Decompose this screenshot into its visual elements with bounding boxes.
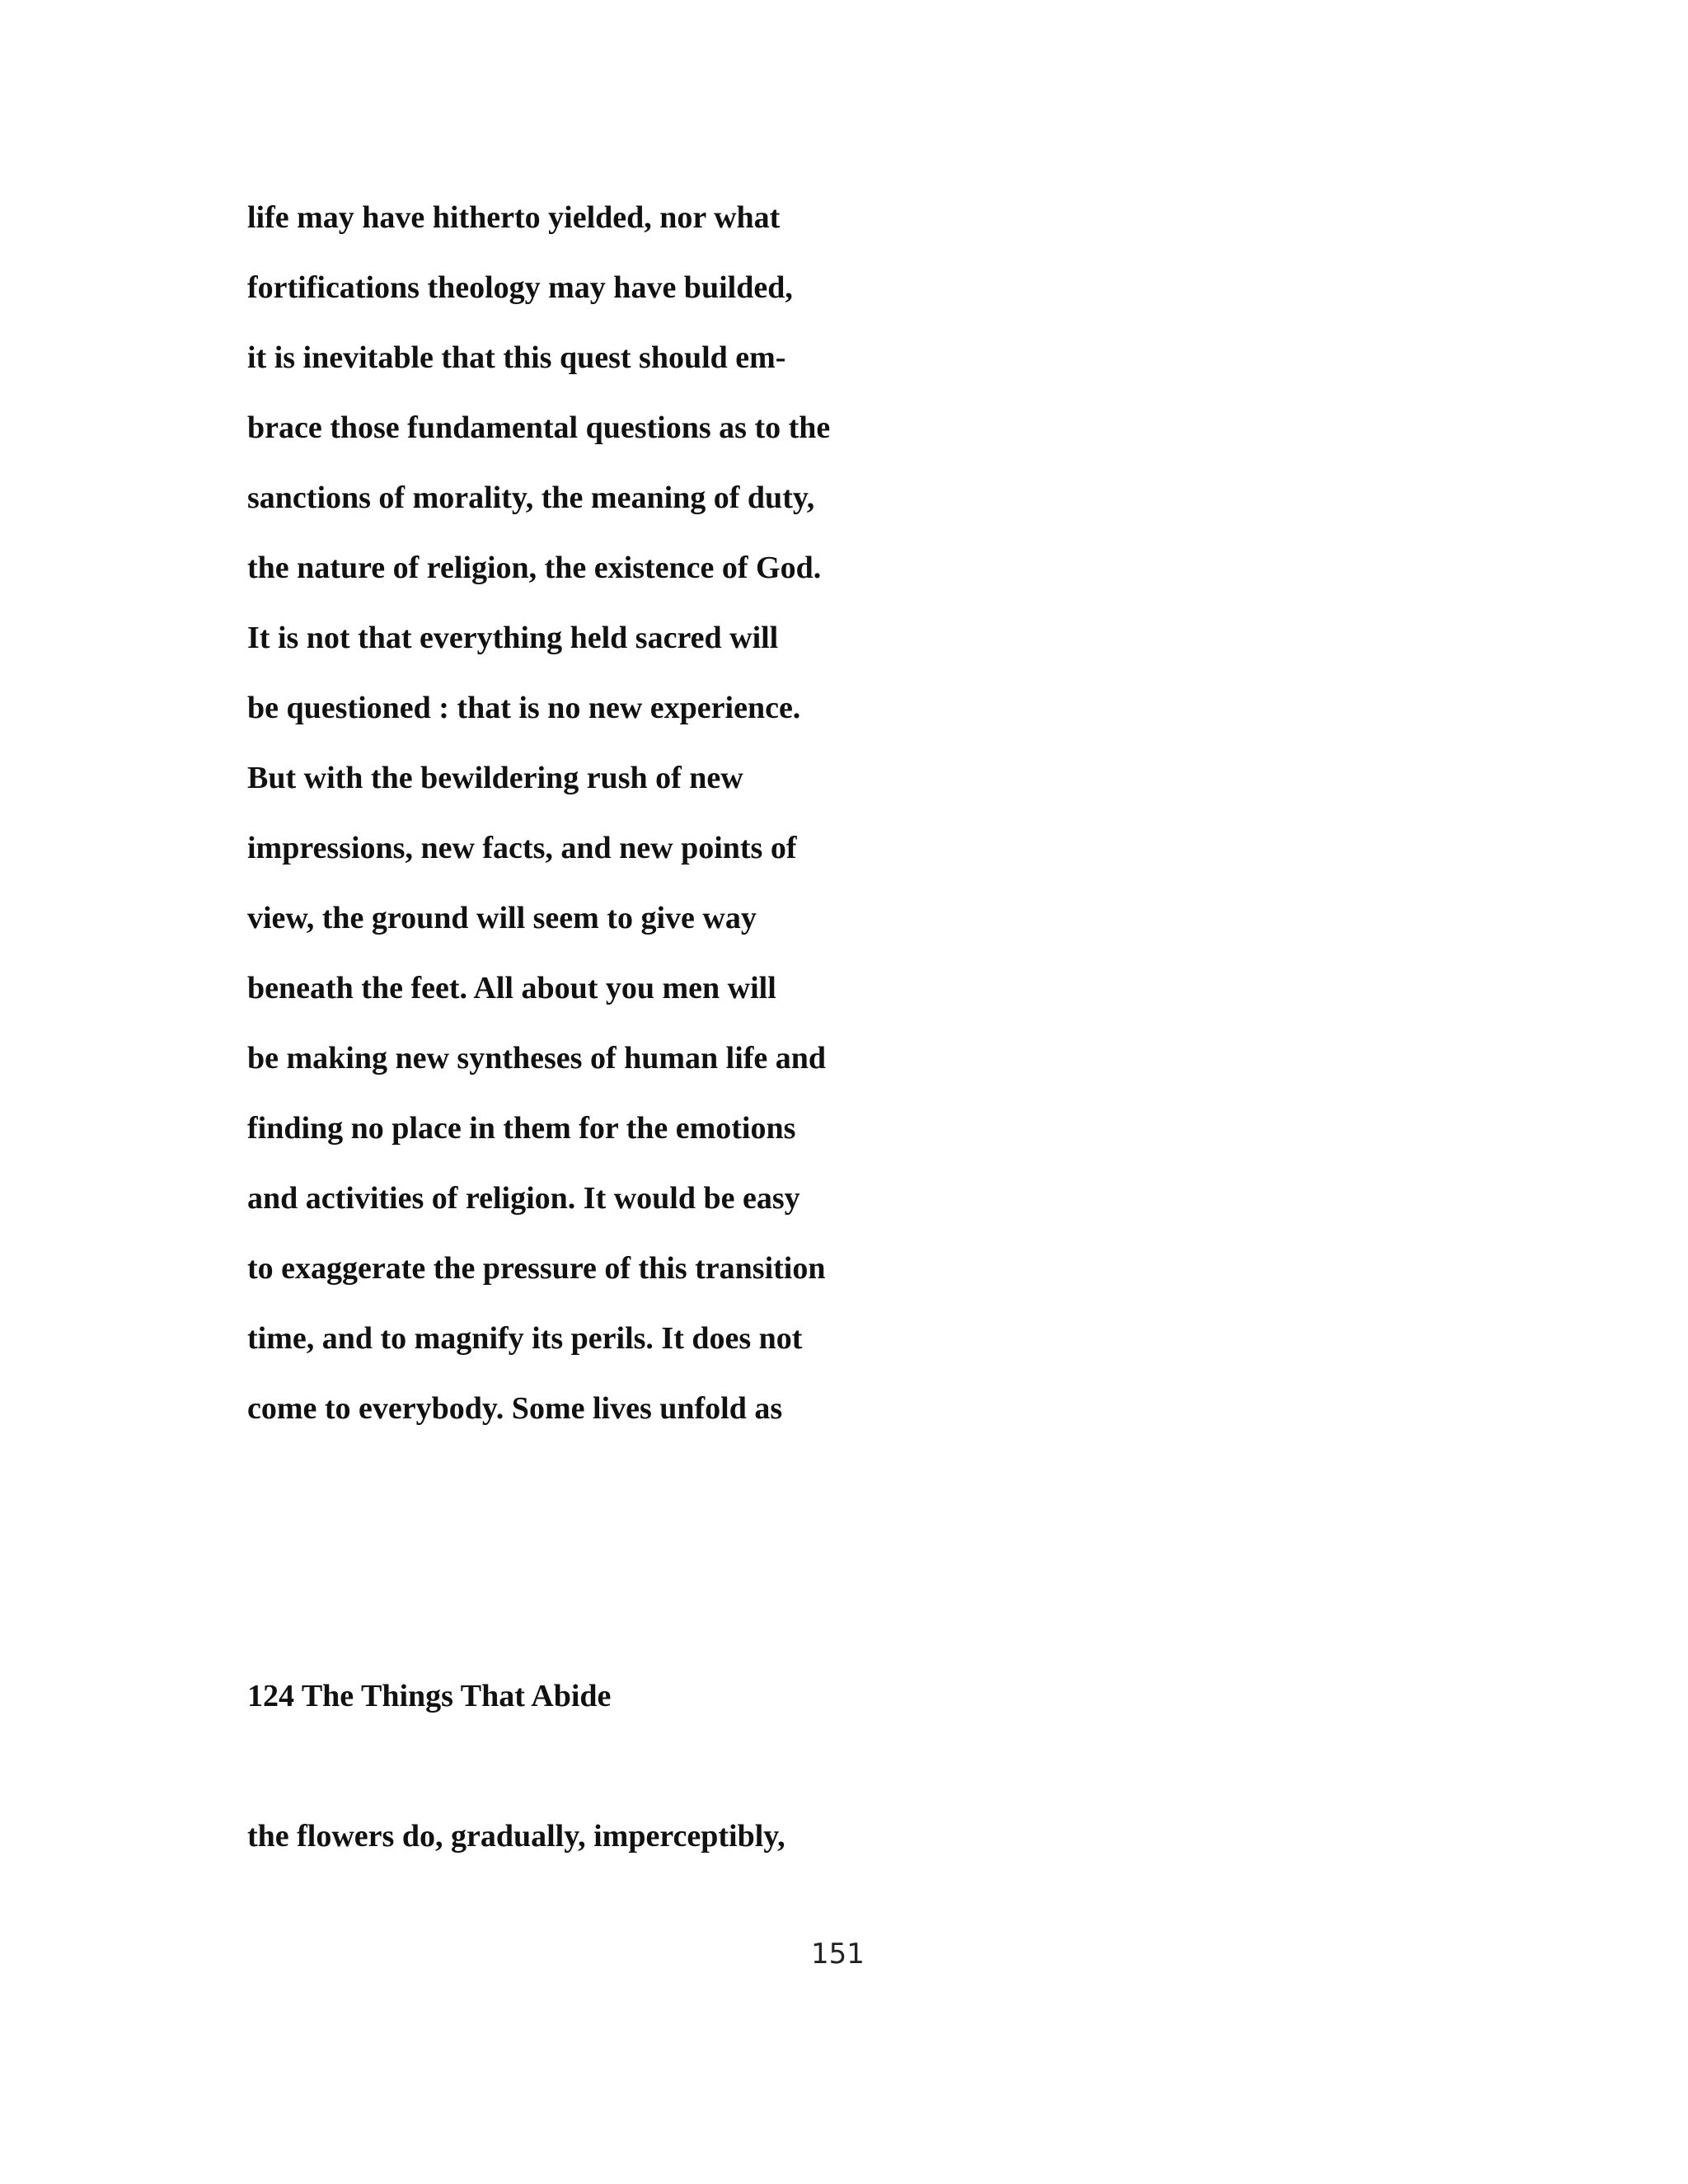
text-line: the nature of religion, the existence of God.	[247, 551, 822, 585]
text-line: view, the ground will seem to give way	[247, 901, 757, 935]
text-line: it is inevitable that this quest should em-	[247, 340, 786, 375]
text-line: come to everybody. Some lives unfold as	[247, 1391, 783, 1426]
text-line: But with the bewildering rush of new	[247, 761, 743, 795]
text-line: and activities of religion. It would be easy	[247, 1181, 800, 1216]
continuation-line: the flowers do, gradually, imperceptibly,	[247, 1819, 785, 1854]
body-text	[247, 194, 1484, 1455]
text-line: impressions, new facts, and new points of	[247, 831, 797, 865]
text-line: brace those fundamental questions as to the	[247, 410, 831, 445]
text-line: time, and to magnify its perils. It does not	[247, 1321, 803, 1356]
text-line: It is not that everything held sacred will	[247, 621, 779, 655]
text-line: life may have hitherto yielded, nor what	[247, 200, 781, 235]
text-line: to exaggerate the pressure of this transition	[247, 1251, 826, 1286]
text-line: sanctions of morality, the meaning of duty,	[247, 480, 815, 515]
text-line: finding no place in them for the emotions	[247, 1111, 796, 1146]
text-line: fortifications theology may have builded,	[247, 270, 793, 305]
running-head: 124 The Things That Abide	[247, 1679, 612, 1713]
page-number: 151	[811, 1938, 865, 1971]
text-line: be questioned : that is no new experience.	[247, 691, 801, 725]
text-line: be making new syntheses of human life and	[247, 1041, 827, 1076]
text-line: beneath the feet. All about you men will	[247, 971, 776, 1005]
